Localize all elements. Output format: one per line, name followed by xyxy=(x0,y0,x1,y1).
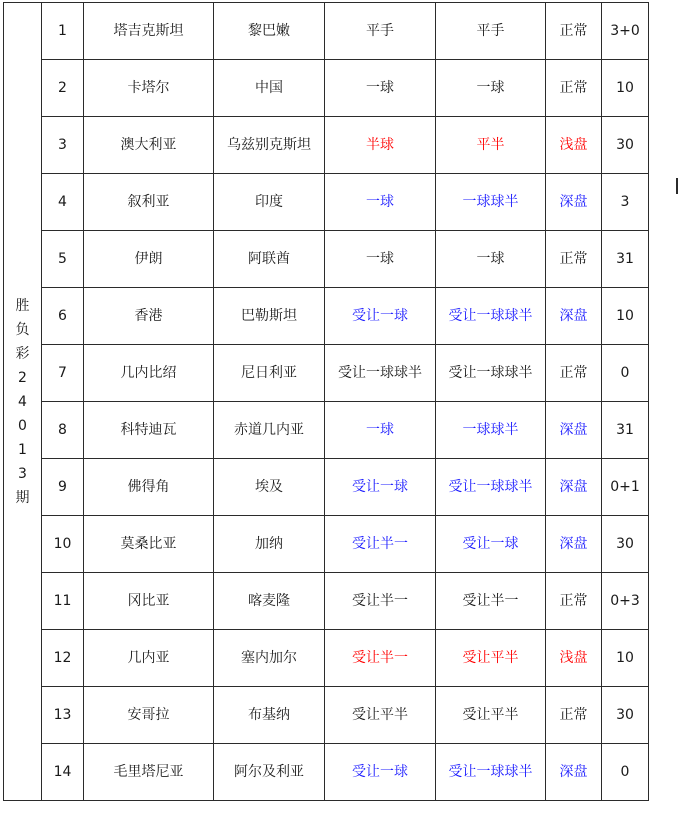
handicap-initial: 半球 xyxy=(366,137,394,153)
away-team-cell xyxy=(214,3,325,60)
handicap-initial-cell xyxy=(325,573,436,630)
away-team-cell xyxy=(214,402,325,459)
handicap-initial: 一球 xyxy=(366,422,394,438)
match-number: 8 xyxy=(58,422,67,438)
away-team: 印度 xyxy=(255,194,283,210)
issue-title-char: 2 xyxy=(18,369,27,386)
match-number-cell xyxy=(42,459,84,516)
handicap-status: 正常 xyxy=(559,80,588,96)
handicap-current-cell xyxy=(436,630,546,687)
handicap-current: 一球球半 xyxy=(462,422,519,438)
handicap-current: 一球 xyxy=(476,80,505,96)
away-team: 布基纳 xyxy=(248,707,290,723)
handicap-status: 浅盘 xyxy=(559,650,588,666)
away-team: 黎巴嫩 xyxy=(248,23,290,39)
table-row xyxy=(4,459,649,516)
handicap-initial: 一球 xyxy=(366,80,394,96)
handicap-status: 深盘 xyxy=(559,536,588,552)
match-number: 6 xyxy=(58,308,67,324)
handicap-initial-cell xyxy=(325,744,436,801)
match-number: 11 xyxy=(53,593,72,609)
odds-value: 3+0 xyxy=(610,23,640,39)
handicap-initial-cell xyxy=(325,402,436,459)
handicap-current: 一球 xyxy=(476,251,505,267)
issue-title-char: 3 xyxy=(18,465,27,482)
away-team: 尼日利亚 xyxy=(241,365,297,381)
odds-value: 30 xyxy=(616,536,634,552)
home-team-cell xyxy=(84,231,214,288)
home-team-cell xyxy=(84,630,214,687)
handicap-current-cell xyxy=(436,345,546,402)
handicap-initial-cell xyxy=(325,174,436,231)
handicap-status-cell xyxy=(546,3,602,60)
issue-title-char: 期 xyxy=(15,489,30,506)
away-team-cell xyxy=(214,516,325,573)
away-team: 喀麦隆 xyxy=(248,593,290,609)
handicap-current-cell xyxy=(436,60,546,117)
handicap-current-cell xyxy=(436,402,546,459)
away-team: 塞内加尔 xyxy=(241,650,297,666)
match-number: 12 xyxy=(53,650,72,666)
home-team-cell xyxy=(84,3,214,60)
match-number: 4 xyxy=(58,194,67,210)
handicap-current-cell xyxy=(436,516,546,573)
handicap-current: 一球球半 xyxy=(462,194,519,210)
handicap-status: 深盘 xyxy=(559,308,588,324)
handicap-current-cell xyxy=(436,174,546,231)
home-team: 卡塔尔 xyxy=(127,80,170,96)
lottery-odds-table xyxy=(3,2,649,801)
table-row xyxy=(4,744,649,801)
match-number: 2 xyxy=(58,80,67,96)
match-number: 3 xyxy=(58,137,67,153)
table-body xyxy=(4,3,649,801)
home-team-cell xyxy=(84,573,214,630)
handicap-current: 平手 xyxy=(476,23,505,39)
handicap-status: 正常 xyxy=(559,365,588,381)
away-team-cell xyxy=(214,573,325,630)
handicap-status: 深盘 xyxy=(559,194,588,210)
issue-title-char: 4 xyxy=(18,393,27,410)
odds-value-cell xyxy=(602,573,649,630)
match-number-cell xyxy=(42,345,84,402)
handicap-status-cell xyxy=(546,459,602,516)
handicap-status-cell xyxy=(546,402,602,459)
handicap-current-cell xyxy=(436,3,546,60)
handicap-current-cell xyxy=(436,687,546,744)
handicap-initial: 受让平半 xyxy=(352,707,408,723)
home-team-cell xyxy=(84,402,214,459)
handicap-status-cell xyxy=(546,345,602,402)
handicap-initial: 受让一球球半 xyxy=(338,365,422,381)
match-number-cell xyxy=(42,573,84,630)
match-number-cell xyxy=(42,516,84,573)
odds-value: 31 xyxy=(616,422,634,438)
odds-value-cell xyxy=(602,3,649,60)
away-team: 巴勒斯坦 xyxy=(241,308,297,324)
odds-value-cell xyxy=(602,231,649,288)
match-number-cell xyxy=(42,60,84,117)
handicap-initial: 受让一球 xyxy=(352,479,408,495)
handicap-initial-cell xyxy=(325,288,436,345)
home-team-cell xyxy=(84,174,214,231)
handicap-status-cell xyxy=(546,687,602,744)
table-row xyxy=(4,174,649,231)
match-number-cell xyxy=(42,231,84,288)
table-row xyxy=(4,345,649,402)
odds-value: 10 xyxy=(616,650,634,666)
home-team: 伊朗 xyxy=(134,251,163,267)
away-team-cell xyxy=(214,174,325,231)
odds-value: 0 xyxy=(620,365,630,381)
issue-title-char: 胜 xyxy=(15,297,30,314)
away-team-cell xyxy=(214,630,325,687)
odds-value: 0+3 xyxy=(610,593,640,609)
away-team-cell xyxy=(214,231,325,288)
away-team-cell xyxy=(214,117,325,174)
home-team: 塔吉克斯坦 xyxy=(113,23,184,39)
table-row xyxy=(4,402,649,459)
handicap-initial-cell xyxy=(325,687,436,744)
handicap-status-cell xyxy=(546,573,602,630)
home-team-cell xyxy=(84,516,214,573)
handicap-current: 受让平半 xyxy=(462,650,519,666)
edge-tick-mark xyxy=(676,178,678,194)
away-team: 赤道几内亚 xyxy=(234,422,304,438)
odds-value: 0 xyxy=(620,764,630,780)
odds-value-cell xyxy=(602,687,649,744)
home-team: 冈比亚 xyxy=(127,593,170,609)
match-number-cell xyxy=(42,3,84,60)
odds-value-cell xyxy=(602,288,649,345)
odds-value: 30 xyxy=(616,707,634,723)
match-number: 14 xyxy=(53,764,72,780)
away-team-cell xyxy=(214,687,325,744)
match-number-cell xyxy=(42,630,84,687)
away-team-cell xyxy=(214,459,325,516)
odds-value-cell xyxy=(602,345,649,402)
handicap-status: 正常 xyxy=(559,593,588,609)
handicap-status-cell xyxy=(546,516,602,573)
home-team-cell xyxy=(84,744,214,801)
odds-value-cell xyxy=(602,516,649,573)
odds-value: 30 xyxy=(616,137,634,153)
match-number-cell xyxy=(42,288,84,345)
match-number-cell xyxy=(42,174,84,231)
handicap-current-cell xyxy=(436,744,546,801)
handicap-status: 正常 xyxy=(559,251,588,267)
match-number-cell xyxy=(42,687,84,744)
handicap-current-cell xyxy=(436,459,546,516)
odds-value-cell xyxy=(602,60,649,117)
match-number: 5 xyxy=(58,251,67,267)
match-number-cell xyxy=(42,117,84,174)
match-number: 1 xyxy=(58,23,67,39)
home-team-cell xyxy=(84,345,214,402)
home-team-cell xyxy=(84,459,214,516)
handicap-initial-cell xyxy=(325,516,436,573)
away-team: 阿联酋 xyxy=(248,251,290,267)
home-team: 毛里塔尼亚 xyxy=(113,764,184,780)
away-team-cell xyxy=(214,345,325,402)
issue-title-char: 彩 xyxy=(15,345,30,362)
handicap-status: 深盘 xyxy=(559,764,588,780)
home-team-cell xyxy=(84,117,214,174)
issue-title-char: 负 xyxy=(15,321,30,338)
odds-value: 0+1 xyxy=(610,479,640,495)
handicap-current: 受让一球球半 xyxy=(448,479,533,495)
handicap-initial: 一球 xyxy=(366,251,394,267)
handicap-current: 受让一球球半 xyxy=(448,365,533,381)
odds-value: 3 xyxy=(620,194,630,210)
odds-value: 31 xyxy=(616,251,634,267)
home-team: 几内比绍 xyxy=(120,365,177,381)
handicap-initial-cell xyxy=(325,3,436,60)
table-row xyxy=(4,687,649,744)
home-team: 科特迪瓦 xyxy=(120,422,177,438)
handicap-initial-cell xyxy=(325,231,436,288)
handicap-current: 受让半一 xyxy=(462,593,519,609)
odds-value-cell xyxy=(602,459,649,516)
away-team-cell xyxy=(214,744,325,801)
table-row xyxy=(4,60,649,117)
home-team-cell xyxy=(84,687,214,744)
table-row xyxy=(4,288,649,345)
handicap-status-cell xyxy=(546,231,602,288)
home-team-cell xyxy=(84,288,214,345)
handicap-initial: 受让一球 xyxy=(352,764,408,780)
handicap-status: 正常 xyxy=(559,23,588,39)
odds-value-cell xyxy=(602,744,649,801)
handicap-initial: 一球 xyxy=(366,194,394,210)
home-team: 安哥拉 xyxy=(127,707,170,723)
away-team: 阿尔及利亚 xyxy=(234,764,304,780)
table-row xyxy=(4,630,649,687)
odds-value-cell xyxy=(602,402,649,459)
handicap-status-cell xyxy=(546,630,602,687)
away-team: 中国 xyxy=(255,80,283,96)
away-team: 加纳 xyxy=(255,536,283,552)
match-number: 10 xyxy=(53,536,72,552)
handicap-current-cell xyxy=(436,231,546,288)
odds-value: 10 xyxy=(616,308,634,324)
match-number: 9 xyxy=(58,479,67,495)
handicap-current: 受让平半 xyxy=(462,707,519,723)
handicap-status-cell xyxy=(546,288,602,345)
handicap-initial: 受让半一 xyxy=(352,593,408,609)
handicap-initial: 平手 xyxy=(366,23,394,39)
home-team: 佛得角 xyxy=(127,479,170,495)
match-number: 7 xyxy=(58,365,67,381)
handicap-current-cell xyxy=(436,117,546,174)
away-team: 乌兹别克斯坦 xyxy=(227,137,311,153)
handicap-current: 受让一球球半 xyxy=(448,764,533,780)
table-row xyxy=(4,3,649,60)
home-team: 澳大利亚 xyxy=(120,137,177,153)
handicap-current-cell xyxy=(436,288,546,345)
table-row xyxy=(4,231,649,288)
home-team: 莫桑比亚 xyxy=(120,536,177,552)
odds-value-cell xyxy=(602,117,649,174)
handicap-initial-cell xyxy=(325,459,436,516)
issue-title-char: 1 xyxy=(18,441,27,458)
match-number-cell xyxy=(42,744,84,801)
handicap-status: 浅盘 xyxy=(559,137,588,153)
handicap-current-cell xyxy=(436,573,546,630)
handicap-initial-cell xyxy=(325,117,436,174)
table-row xyxy=(4,117,649,174)
home-team: 几内亚 xyxy=(127,650,170,666)
odds-value-cell xyxy=(602,630,649,687)
away-team: 埃及 xyxy=(255,479,283,495)
away-team-cell xyxy=(214,288,325,345)
handicap-initial: 受让一球 xyxy=(352,308,408,324)
handicap-current: 受让一球 xyxy=(462,536,519,552)
handicap-initial-cell xyxy=(325,345,436,402)
handicap-current: 平半 xyxy=(476,137,505,153)
issue-title-char: 0 xyxy=(18,417,27,434)
handicap-initial: 受让半一 xyxy=(352,650,408,666)
handicap-current: 受让一球球半 xyxy=(448,308,533,324)
handicap-status-cell xyxy=(546,174,602,231)
handicap-status-cell xyxy=(546,60,602,117)
odds-value-cell xyxy=(602,174,649,231)
handicap-status-cell xyxy=(546,117,602,174)
match-number: 13 xyxy=(53,707,72,723)
home-team: 香港 xyxy=(134,308,163,324)
handicap-initial: 受让半一 xyxy=(352,536,408,552)
table-row xyxy=(4,573,649,630)
issue-title-cell xyxy=(4,3,42,801)
handicap-status-cell xyxy=(546,744,602,801)
table-row xyxy=(4,516,649,573)
handicap-initial-cell xyxy=(325,60,436,117)
away-team-cell xyxy=(214,60,325,117)
match-number-cell xyxy=(42,402,84,459)
home-team: 叙利亚 xyxy=(127,194,170,210)
handicap-initial-cell xyxy=(325,630,436,687)
handicap-status: 深盘 xyxy=(559,422,588,438)
odds-value: 10 xyxy=(616,80,634,96)
handicap-status: 深盘 xyxy=(559,479,588,495)
handicap-status: 正常 xyxy=(559,707,588,723)
home-team-cell xyxy=(84,60,214,117)
